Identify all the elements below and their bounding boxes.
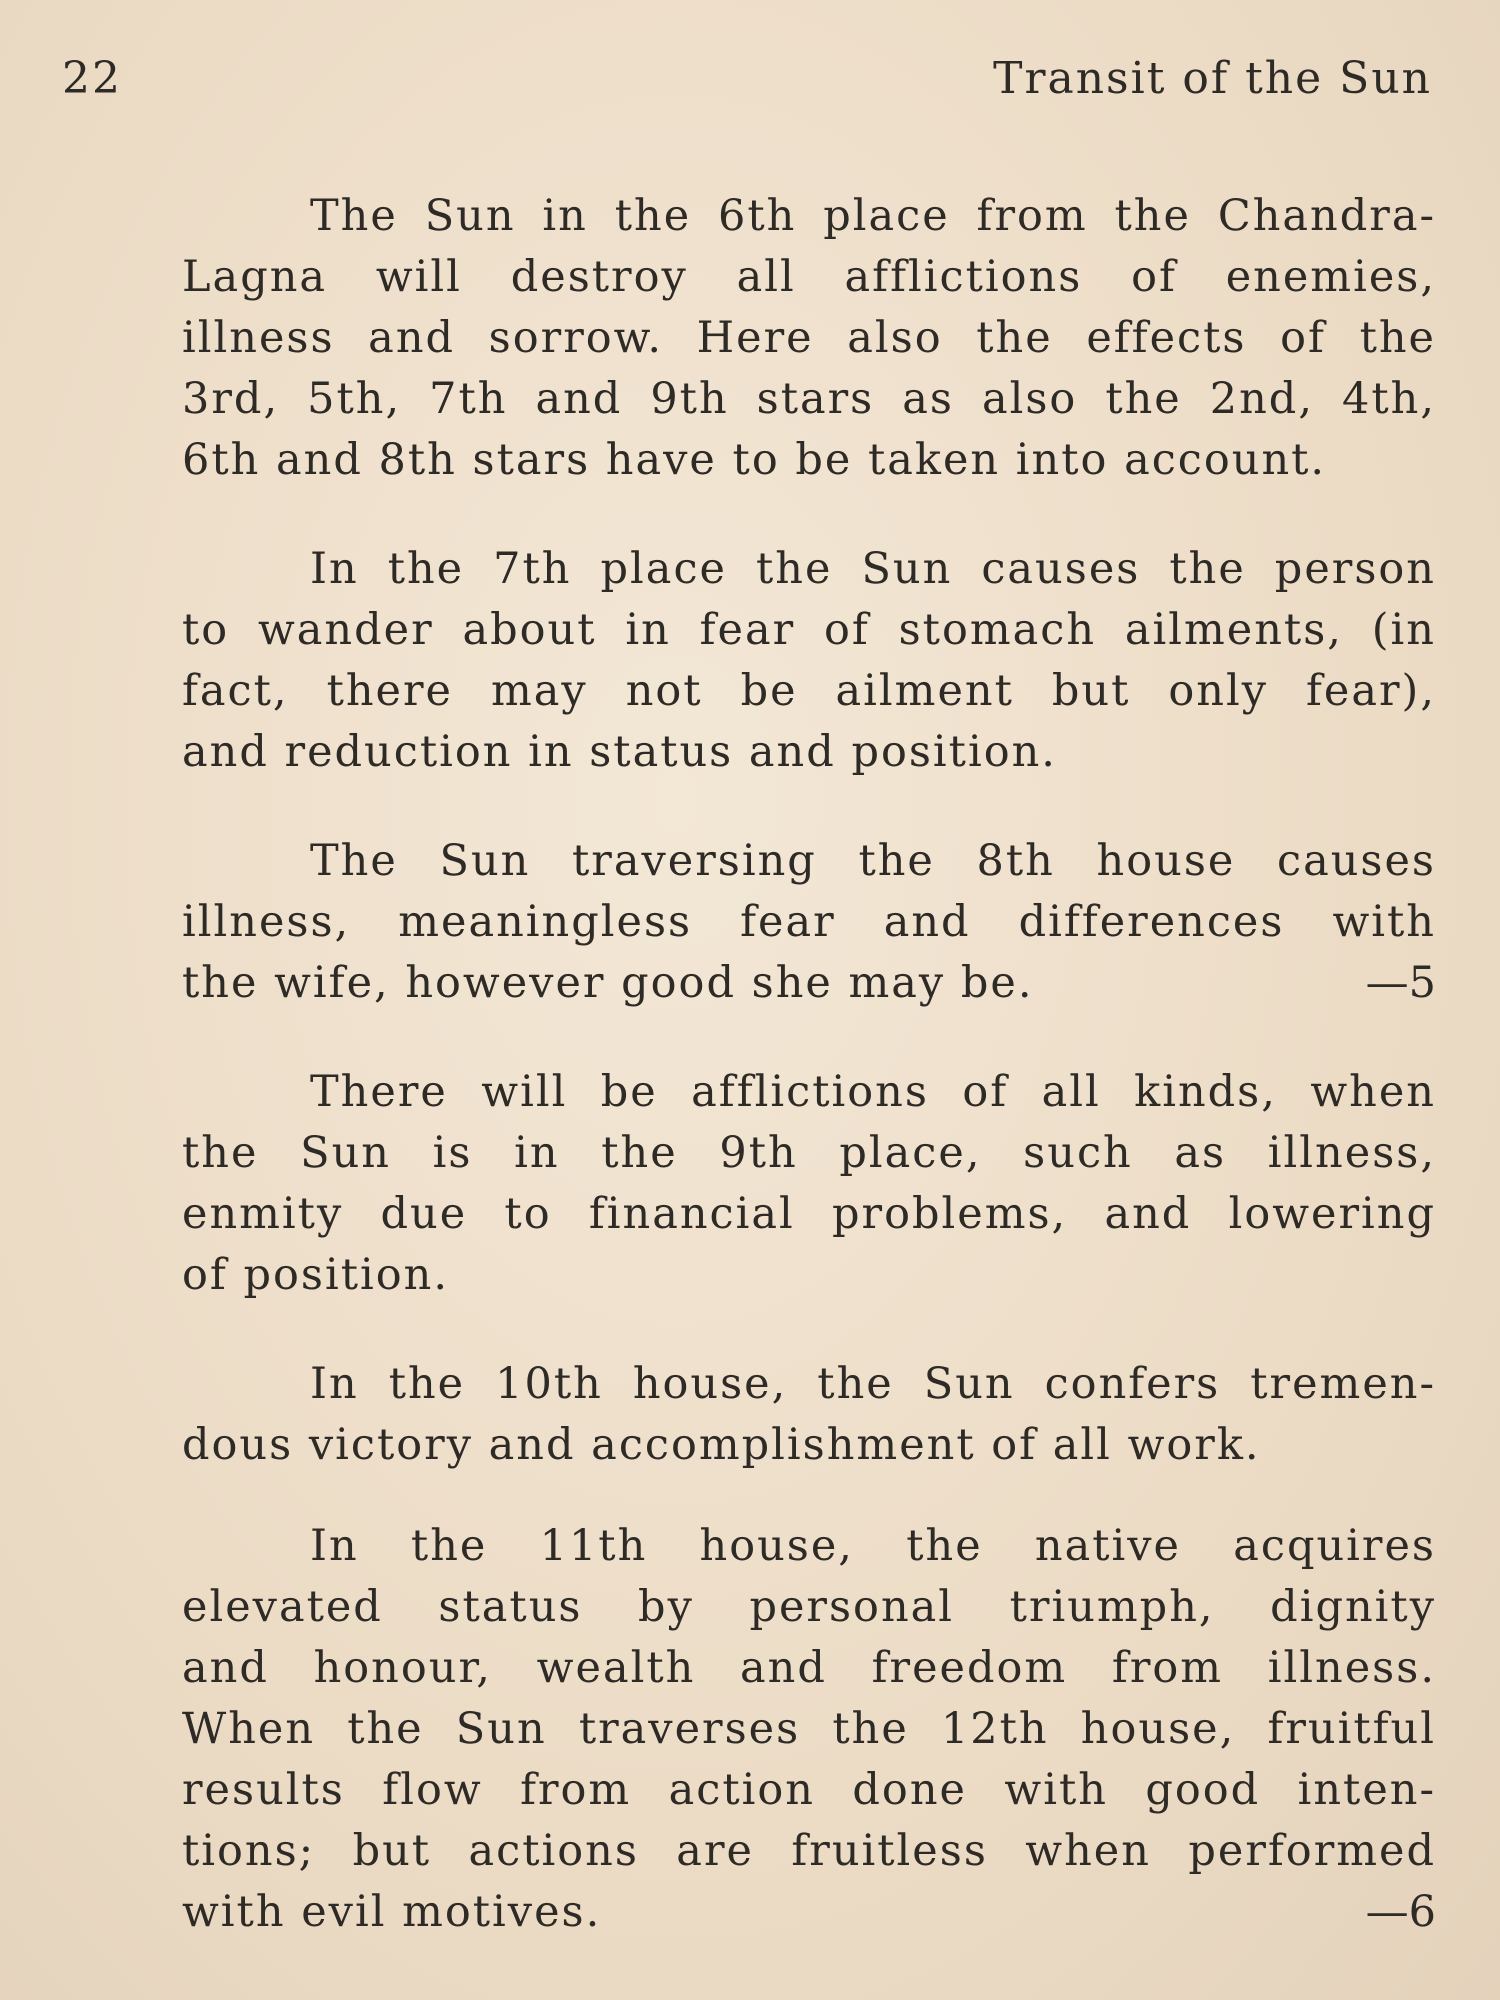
text-line: illness and sorrow. Here also the effects of the (182, 313, 1436, 363)
text-line: results flow from action done with good inten- (182, 1765, 1436, 1815)
body-text (54, 186, 1436, 1991)
text-line: In the 7th place the Sun causes the person (310, 544, 1436, 594)
text-line: fact, there may not be ailment but only fear), (182, 666, 1436, 716)
text-line: and reduction in status and position. (182, 727, 1057, 777)
page-header (62, 48, 1432, 108)
paragraph-sun-9th-place (54, 1062, 1436, 1306)
text-line: In the 10th house, the Sun confers tremen- (310, 1359, 1436, 1409)
text-line: Lagna will destroy all afflictions of enemies, (182, 252, 1436, 302)
paragraph-sun-11th-12th-house (54, 1516, 1436, 1943)
text-line-with-verse-number (54, 1882, 1436, 1943)
text-line: The Sun traversing the 8th house causes (310, 836, 1436, 886)
text-line: tions; but actions are fruitless when performed (182, 1826, 1436, 1876)
text-line: 6th and 8th stars have to be taken into account. (182, 435, 1327, 485)
text-line: The Sun in the 6th place from the Chandra- (310, 191, 1436, 241)
text-line: enmity due to financial problems, and lowering (182, 1189, 1436, 1239)
text-line: In the 11th house, the native acquires (310, 1521, 1436, 1571)
running-title: Transit of the Sun (993, 52, 1432, 104)
paragraph-sun-8th-house (54, 831, 1436, 1014)
text-line: the wife, however good she may be. (182, 958, 1034, 1008)
text-line-with-verse-number (54, 953, 1436, 1014)
text-line: When the Sun traverses the 12th house, fruitful (182, 1704, 1436, 1754)
text-line: of position. (182, 1250, 449, 1300)
verse-number: —6 (1365, 1887, 1436, 1937)
text-line: There will be afflictions of all kinds, when (310, 1067, 1436, 1117)
text-line: 3rd, 5th, 7th and 9th stars as also the 2nd, 4th, (182, 374, 1436, 424)
text-line: to wander about in fear of stomach ailments, (in (182, 605, 1436, 655)
text-line: and honour, wealth and freedom from illness. (182, 1643, 1436, 1693)
text-line: elevated status by personal triumph, dignity (182, 1582, 1436, 1632)
text-line: with evil motives. (182, 1887, 602, 1937)
text-line: the Sun is in the 9th place, such as illness, (182, 1128, 1436, 1178)
paragraph-sun-7th-place (54, 539, 1436, 783)
text-line: dous victory and accomplishment of all work. (182, 1420, 1261, 1470)
page-number: 22 (62, 52, 122, 104)
verse-number: —5 (1365, 958, 1436, 1008)
text-line: illness, meaningless fear and differences with (182, 897, 1436, 947)
paragraph-sun-6th-place (54, 186, 1436, 491)
paragraph-sun-10th-house (54, 1354, 1436, 1476)
